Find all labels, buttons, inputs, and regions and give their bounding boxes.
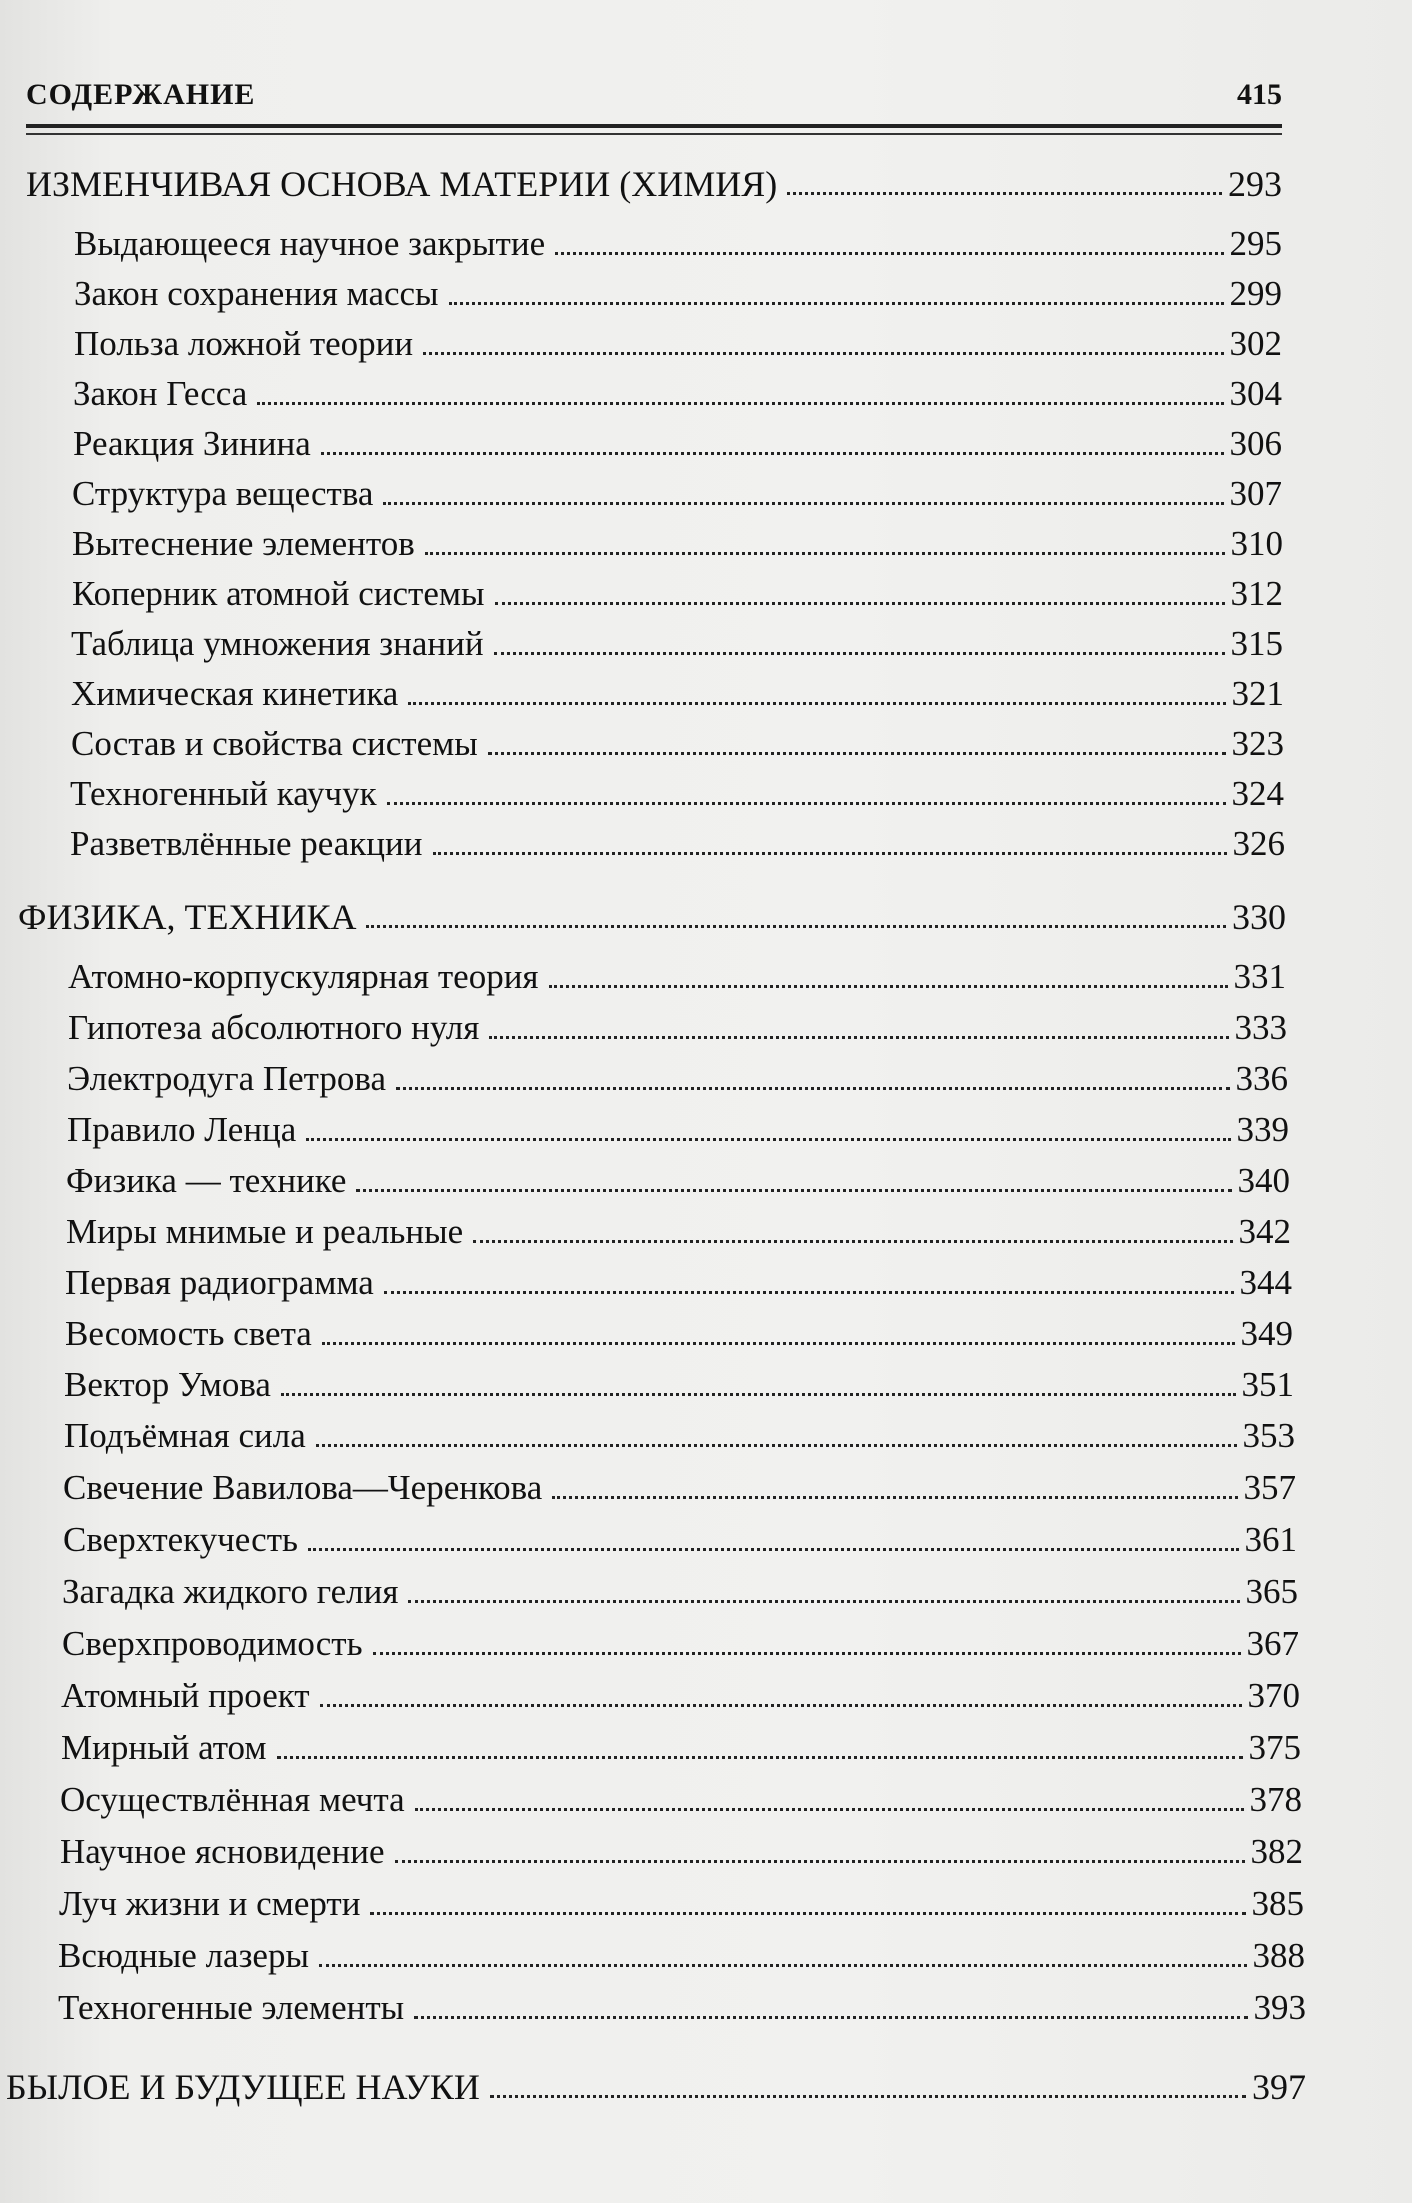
toc-entry-page-number: 299 xyxy=(1229,274,1282,313)
toc-entry xyxy=(64,1363,1294,1407)
dot-leader xyxy=(494,652,1225,655)
toc-entry-title: Разветвлённые реакции xyxy=(70,824,423,863)
dot-leader xyxy=(408,1600,1239,1603)
toc-entry xyxy=(58,1934,1305,1978)
toc-entry-title: Гипотеза абсолютного нуля xyxy=(68,1008,480,1047)
toc-entry-title: Сверхтекучесть xyxy=(63,1520,298,1559)
toc-entry xyxy=(61,1674,1300,1718)
toc-section-page-number: 330 xyxy=(1232,897,1286,937)
toc-entry xyxy=(73,422,1282,466)
toc-entry-page-number: 302 xyxy=(1229,324,1282,363)
toc-entry-title: Структура вещества xyxy=(72,474,374,513)
toc-entry-title: Вытеснение элементов xyxy=(72,524,415,563)
toc-entry-title: Осуществлённая мечта xyxy=(60,1780,405,1819)
toc-entry-title: Техногенный каучук xyxy=(70,774,377,813)
dot-leader xyxy=(433,852,1227,855)
toc-entry-page-number: 306 xyxy=(1229,424,1282,463)
toc-entry xyxy=(74,272,1282,316)
toc-entry xyxy=(70,822,1285,866)
dot-leader xyxy=(383,502,1223,505)
toc-entry-page-number: 393 xyxy=(1253,1988,1306,2027)
toc-entry xyxy=(58,1986,1306,2030)
toc-section-heading xyxy=(26,162,1282,206)
toc-entry xyxy=(63,1466,1296,1510)
toc-entry-page-number: 321 xyxy=(1231,674,1284,713)
toc-entry-page-number: 304 xyxy=(1229,374,1282,413)
toc-entry-title: Научное ясновидение xyxy=(60,1832,385,1871)
toc-entry-page-number: 388 xyxy=(1252,1936,1305,1975)
dot-leader xyxy=(415,1808,1244,1811)
dot-leader xyxy=(395,1860,1245,1863)
dot-leader xyxy=(257,402,1223,405)
toc-entry-title: Закон Гесса xyxy=(73,374,248,413)
dot-leader xyxy=(449,302,1224,305)
toc-entry-page-number: 307 xyxy=(1229,474,1282,513)
toc-entry-title: Таблица умножения знаний xyxy=(71,624,484,663)
dot-leader xyxy=(408,702,1225,705)
dot-leader xyxy=(473,1240,1232,1243)
dot-leader xyxy=(319,1964,1247,1967)
toc-entry-page-number: 351 xyxy=(1241,1365,1294,1404)
toc-entry-title: Атомный проект xyxy=(61,1676,310,1715)
toc-entry-title: Атомно-корпускулярная теория xyxy=(68,957,539,996)
toc-entry xyxy=(61,1726,1301,1770)
toc-section-heading xyxy=(6,2065,1306,2109)
toc-section-page-number: 397 xyxy=(1252,2067,1306,2107)
toc-entry-page-number: 357 xyxy=(1243,1468,1296,1507)
toc-entry-title: Правило Ленца xyxy=(67,1110,297,1149)
dot-leader xyxy=(396,1087,1230,1090)
toc-entry xyxy=(60,1778,1302,1822)
toc-entry xyxy=(60,1830,1303,1874)
toc-entry xyxy=(62,1622,1299,1666)
toc-entry-title: Польза ложной теории xyxy=(74,324,414,363)
running-header-title: СОДЕРЖАНИЕ xyxy=(26,78,256,111)
toc-entry-title: Первая радиограмма xyxy=(65,1263,374,1302)
header-rule-thick xyxy=(26,124,1282,128)
toc-entry-page-number: 344 xyxy=(1239,1263,1292,1302)
dot-leader xyxy=(425,552,1225,555)
toc-entry-title: Подъёмная сила xyxy=(64,1416,306,1455)
toc-entry-page-number: 324 xyxy=(1231,774,1284,813)
toc-entry xyxy=(67,1057,1288,1101)
toc-entry-page-number: 365 xyxy=(1245,1572,1298,1611)
toc-entry-title: Миры мнимые и реальные xyxy=(66,1212,464,1251)
toc-entry-title: Луч жизни и смерти xyxy=(59,1884,361,1923)
dot-leader xyxy=(549,985,1228,988)
dot-leader xyxy=(787,192,1222,195)
toc-entry-page-number: 326 xyxy=(1232,824,1285,863)
toc-entry-page-number: 382 xyxy=(1250,1832,1303,1871)
toc-entry xyxy=(72,472,1282,516)
toc-entry-title: Закон сохранения массы xyxy=(74,274,439,313)
toc-entry xyxy=(68,1006,1287,1050)
toc-entry-title: Выдающееся научное закрытие xyxy=(74,224,546,263)
toc-entry xyxy=(68,955,1286,999)
toc-entry-page-number: 361 xyxy=(1244,1520,1297,1559)
toc-entry-page-number: 353 xyxy=(1242,1416,1295,1455)
toc-entry-title: Всюдные лазеры xyxy=(58,1936,309,1975)
toc-entry-page-number: 295 xyxy=(1229,224,1282,263)
toc-entry xyxy=(70,772,1284,816)
toc-entry-page-number: 385 xyxy=(1251,1884,1304,1923)
toc-section-heading xyxy=(18,895,1286,939)
toc-entry xyxy=(65,1312,1293,1356)
toc-entry-title: Загадка жидкого гелия xyxy=(62,1572,399,1611)
toc-section-title: БЫЛОЕ И БУДУЩЕЕ НАУКИ xyxy=(6,2067,480,2107)
toc-entry-title: Мирный атом xyxy=(61,1728,267,1767)
toc-entry-title: Коперник атомной системы xyxy=(72,574,485,613)
toc-entry-page-number: 349 xyxy=(1240,1314,1293,1353)
toc-entry-page-number: 323 xyxy=(1231,724,1284,763)
dot-leader xyxy=(308,1548,1239,1551)
running-header xyxy=(26,78,1282,118)
dot-leader xyxy=(320,1704,1242,1707)
toc-entry-title: Электродуга Петрова xyxy=(67,1059,386,1098)
toc-entry xyxy=(65,1261,1292,1305)
toc-entry xyxy=(74,222,1282,266)
dot-leader xyxy=(306,1138,1230,1141)
dot-leader xyxy=(370,1912,1245,1915)
toc-entry xyxy=(64,1414,1295,1458)
dot-leader xyxy=(322,1342,1235,1345)
toc-entry-title: Свечение Вавилова—Черенкова xyxy=(63,1468,543,1507)
dot-leader xyxy=(488,752,1226,755)
dot-leader xyxy=(384,1291,1234,1294)
toc-entry xyxy=(71,672,1284,716)
toc-section-page-number: 293 xyxy=(1228,164,1282,204)
dot-leader xyxy=(490,2095,1246,2098)
toc-entry xyxy=(63,1518,1297,1562)
dot-leader xyxy=(373,1652,1241,1655)
dot-leader xyxy=(423,352,1223,355)
toc-entry-title: Реакция Зинина xyxy=(73,424,311,463)
dot-leader xyxy=(366,925,1226,928)
toc-entry-page-number: 315 xyxy=(1230,624,1283,663)
toc-entry-title: Весомость света xyxy=(65,1314,312,1353)
toc-entry xyxy=(73,372,1282,416)
toc-entry xyxy=(74,322,1282,366)
toc-entry-page-number: 312 xyxy=(1230,574,1283,613)
toc-entry-title: Вектор Умова xyxy=(64,1365,271,1404)
header-rule-thin xyxy=(26,133,1282,135)
toc-entry-page-number: 336 xyxy=(1235,1059,1288,1098)
dot-leader xyxy=(281,1393,1236,1396)
toc-entry-title: Состав и свойства системы xyxy=(71,724,478,763)
toc-entry-title: Физика — технике xyxy=(66,1161,347,1200)
toc-entry-page-number: 331 xyxy=(1233,957,1286,996)
toc-entry-page-number: 310 xyxy=(1230,524,1283,563)
toc-section-title: ФИЗИКА, ТЕХНИКА xyxy=(18,897,357,937)
toc-entry-page-number: 333 xyxy=(1234,1008,1287,1047)
toc-entry xyxy=(67,1108,1289,1152)
toc-entry-page-number: 370 xyxy=(1247,1676,1300,1715)
toc-section-title: ИЗМЕНЧИВАЯ ОСНОВА МАТЕРИИ (ХИМИЯ) xyxy=(26,164,778,204)
toc-entry-title: Сверхпроводимость xyxy=(62,1624,363,1663)
dot-leader xyxy=(321,452,1224,455)
toc-entry xyxy=(72,572,1283,616)
toc-entry xyxy=(71,722,1284,766)
toc-entry xyxy=(62,1570,1298,1614)
toc-entry xyxy=(66,1159,1290,1203)
toc-entry-title: Техногенные элементы xyxy=(58,1988,405,2027)
dot-leader xyxy=(414,2016,1247,2019)
toc-entry xyxy=(72,522,1283,566)
dot-leader xyxy=(277,1756,1243,1759)
toc-entry-page-number: 367 xyxy=(1246,1624,1299,1663)
running-header-page-number: 415 xyxy=(1237,78,1282,111)
toc-entry xyxy=(71,622,1283,666)
toc-entry-page-number: 342 xyxy=(1238,1212,1291,1251)
dot-leader xyxy=(555,252,1223,255)
toc-entry-page-number: 378 xyxy=(1249,1780,1302,1819)
dot-leader xyxy=(495,602,1225,605)
toc-entry-page-number: 375 xyxy=(1248,1728,1301,1767)
dot-leader xyxy=(356,1189,1231,1192)
toc-entry-page-number: 340 xyxy=(1237,1161,1290,1200)
dot-leader xyxy=(552,1496,1237,1499)
dot-leader xyxy=(489,1036,1228,1039)
toc-entry-page-number: 339 xyxy=(1236,1110,1289,1149)
dot-leader xyxy=(316,1444,1237,1447)
toc-entry xyxy=(66,1210,1291,1254)
toc-entry-title: Химическая кинетика xyxy=(71,674,399,713)
dot-leader xyxy=(387,802,1226,805)
toc-entry xyxy=(59,1882,1304,1926)
